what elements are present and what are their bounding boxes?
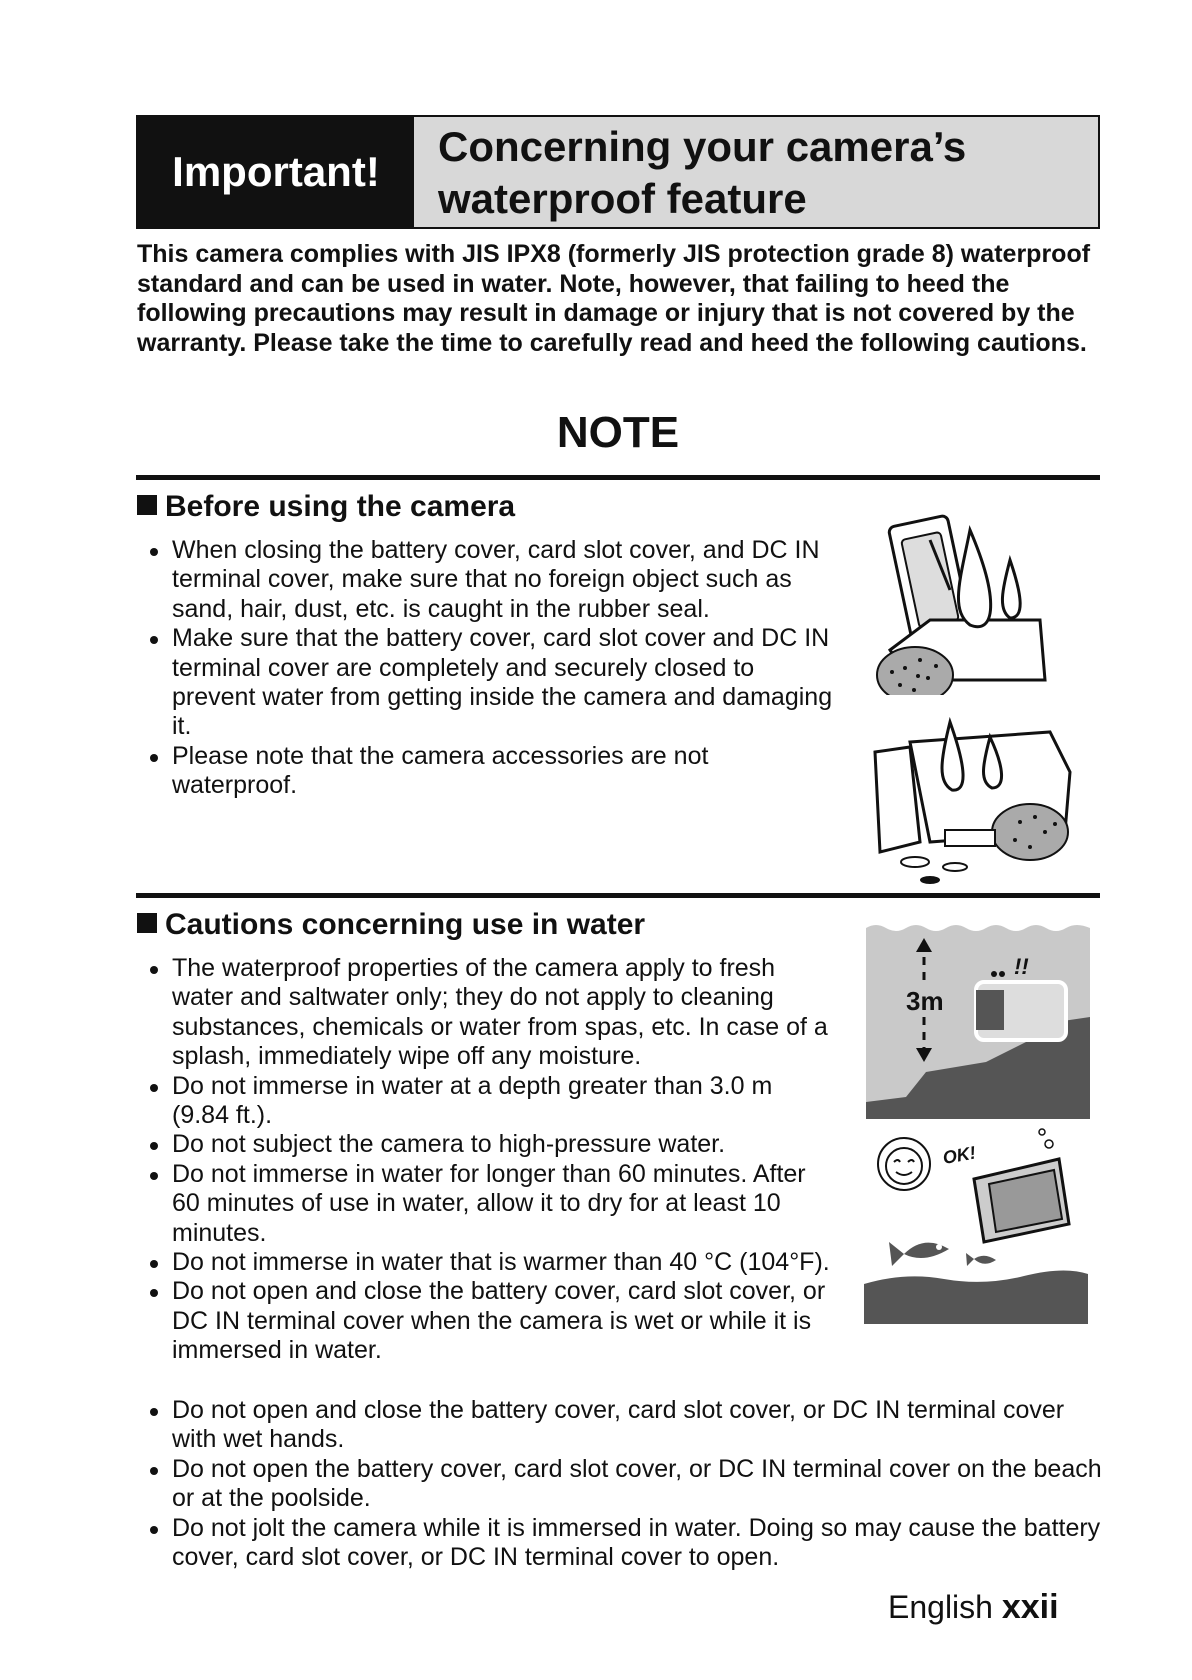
list-item: Make sure that the battery cover, card slot cover and DC IN terminal cover are completely and securely closed to prevent water from getting inside the camera and damaging it. bbox=[145, 624, 835, 742]
footer-language: English bbox=[888, 1589, 993, 1625]
page-title-line1: Concerning your camera’s bbox=[438, 123, 967, 170]
list-item: Do not immerse in water for longer than 60 minutes. After 60 minutes of use in water, allow it to dry for at least 10 minutes. bbox=[145, 1160, 835, 1248]
list-item: Do not open and close the battery cover, card slot cover, or DC IN terminal cover when the camera is wet or while it is immersed in water. bbox=[145, 1277, 835, 1365]
depth-label: 3m bbox=[906, 986, 944, 1016]
depth-limit-illustration bbox=[866, 922, 1090, 1119]
divider-rule bbox=[136, 893, 1100, 898]
list-item: Do not open the battery cover, card slot cover, or DC IN terminal cover on the beach or at the poolside. bbox=[145, 1455, 1105, 1514]
before-use-list bbox=[145, 536, 835, 801]
section-title-text: Before using the camera bbox=[165, 490, 516, 523]
note-heading: NOTE bbox=[556, 408, 680, 457]
open-cover-sand-illustration bbox=[870, 500, 1060, 695]
page-title bbox=[414, 117, 1098, 227]
page-title-line2: waterproof feature bbox=[438, 175, 807, 222]
important-label: Important! bbox=[138, 117, 414, 227]
page-footer bbox=[888, 1588, 1059, 1627]
section-title-water-cautions bbox=[137, 908, 645, 942]
list-item: Do not immerse in water that is warmer than 40 °C (104°F). bbox=[145, 1248, 835, 1277]
square-bullet-icon bbox=[137, 495, 157, 515]
list-item: The waterproof properties of the camera apply to fresh water and saltwater only; they do not apply to cleaning substances, chemicals or water from spas, etc. In case of a splash, immediately wipe off any moisture. bbox=[145, 954, 835, 1072]
camera-ok-underwater-illustration bbox=[864, 1124, 1088, 1324]
exclaim-text: !! bbox=[1014, 954, 1029, 979]
square-bullet-icon bbox=[137, 913, 157, 933]
list-item: Do not immerse in water at a depth greater than 3.0 m (9.84 ft.). bbox=[145, 1072, 835, 1131]
page-number: xxii bbox=[1001, 1588, 1059, 1626]
divider-rule bbox=[136, 475, 1100, 480]
list-item: When closing the battery cover, card slot cover, and DC IN terminal cover, make sure that no foreign object such as sand, hair, dust, etc. is caught in the rubber seal. bbox=[145, 536, 835, 624]
section-title-before-use bbox=[137, 490, 515, 524]
camera-dust-illustration bbox=[870, 712, 1085, 887]
water-cautions-list-b bbox=[145, 1396, 1105, 1572]
header-banner bbox=[136, 115, 1100, 229]
intro-paragraph: This camera complies with JIS IPX8 (formerly JIS protection grade 8) waterproof standard and can be used in water. Note, however, that failing to heed the following precautions may result in damage or injury that is not covered by the warranty. Please take the time to carefully read and heed the following cautions. bbox=[137, 240, 1091, 357]
list-item: Do not subject the camera to high-pressure water. bbox=[145, 1130, 835, 1159]
list-item: Do not jolt the camera while it is immersed in water. Doing so may cause the battery cover, card slot cover, or DC IN terminal cover to open. bbox=[145, 1514, 1105, 1573]
list-item: Do not open and close the battery cover, card slot cover, or DC IN terminal cover with wet hands. bbox=[145, 1396, 1105, 1455]
section-title-text: Cautions concerning use in water bbox=[165, 908, 646, 941]
water-cautions-list-a bbox=[145, 954, 835, 1366]
list-item: Please note that the camera accessories are not waterproof. bbox=[145, 742, 835, 801]
ok-label: OK! bbox=[941, 1142, 978, 1168]
